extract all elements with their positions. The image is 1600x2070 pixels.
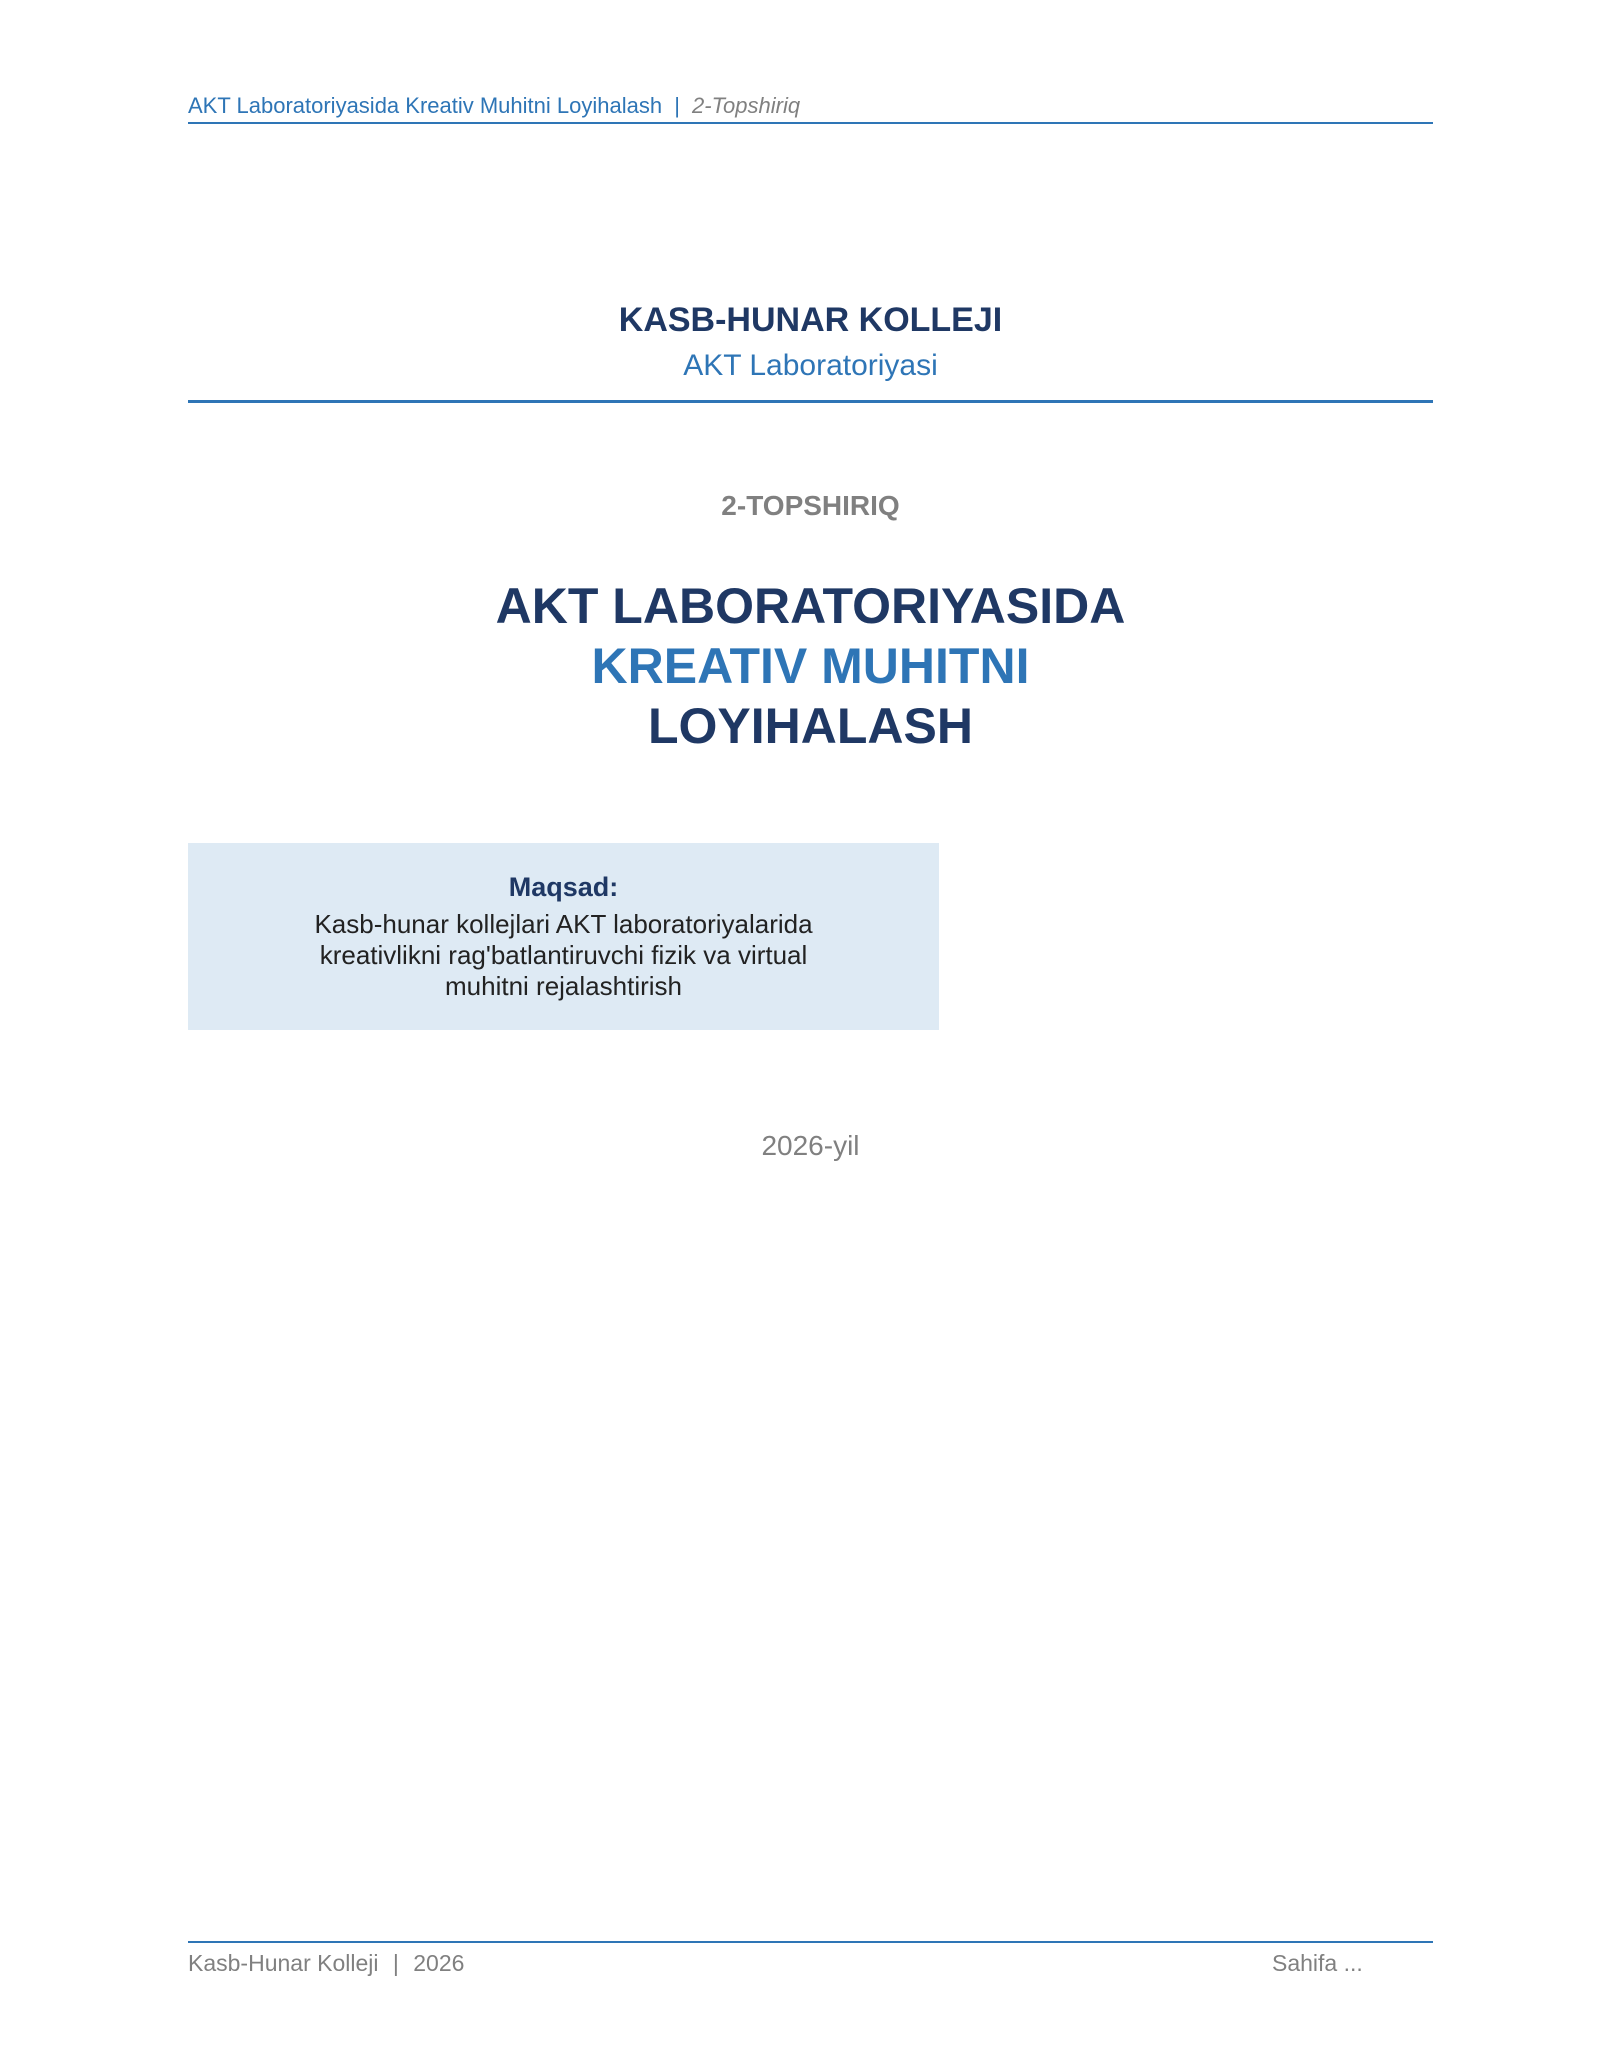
institution-name: KASB-HUNAR KOLLEJI	[618, 301, 1003, 339]
goal-text: Kasb-hunar kollejlari AKT laboratoriyalarida kreativlikni rag'batlantiruvchi fizik va virtual muhitni rejalashtirish	[314, 909, 813, 1001]
footer-separator: |	[392, 1950, 399, 1976]
header-doc-title: AKT Laboratoriyasida Kreativ Muhitni Loyihalash	[188, 93, 663, 118]
goal-box	[188, 843, 939, 1030]
header-divider	[188, 122, 1433, 124]
task-label: 2-TOPSHIRIQ	[721, 490, 900, 521]
document-title	[188, 576, 1433, 756]
footer-page-number: Sahifa ...	[1272, 1950, 1363, 1976]
footer-divider	[188, 1941, 1433, 1943]
title-line-1: AKT LABORATORIYASIDA	[495, 578, 1126, 634]
title-line-3: LOYIHALASH	[648, 698, 973, 754]
year-label: 2026-yil	[761, 1130, 860, 1161]
footer-year: 2026	[413, 1950, 465, 1976]
footer-left	[188, 1948, 464, 1978]
header-separator: |	[674, 93, 680, 118]
footer-org: Kasb-Hunar Kolleji	[188, 1950, 379, 1976]
title-line-2: KREATIV MUHITNI	[591, 638, 1030, 694]
institution-block	[188, 296, 1433, 388]
running-header	[188, 92, 1433, 120]
department-name: AKT Laboratoriyasi	[683, 349, 938, 382]
institution-divider	[188, 400, 1433, 403]
header-task-ref: 2-Topshiriq	[692, 93, 801, 118]
goal-heading: Maqsad:	[508, 872, 619, 902]
